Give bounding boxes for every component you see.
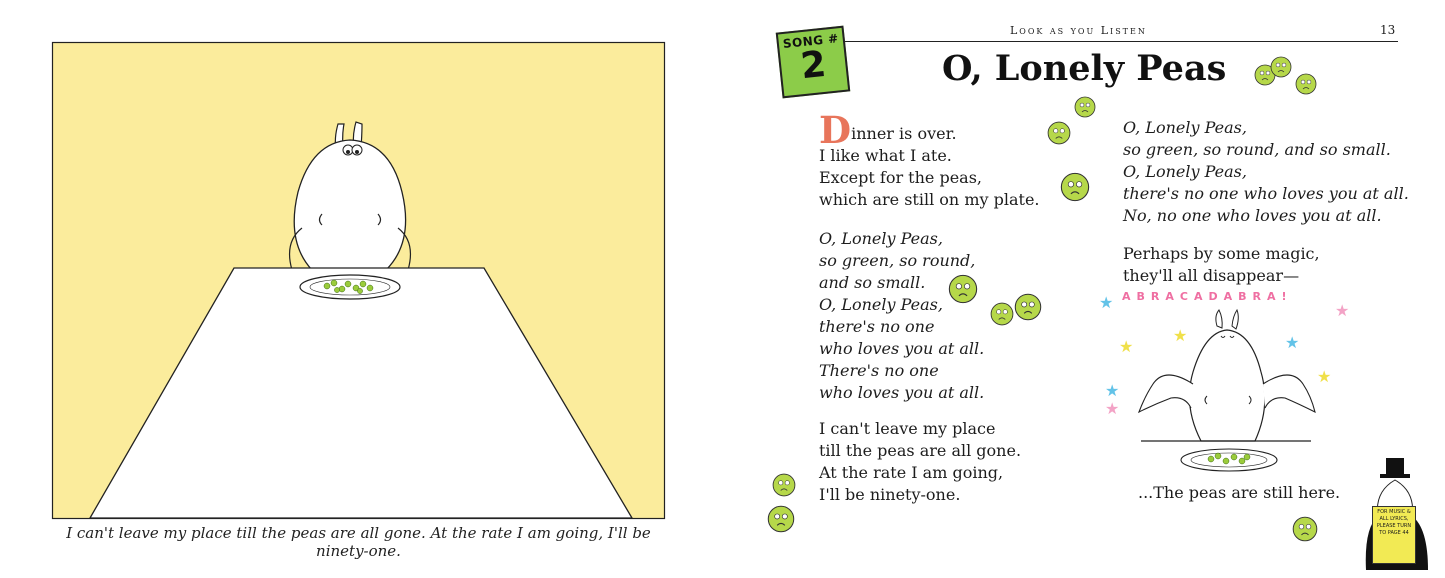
stanza-1-first-line	[819, 108, 1040, 152]
hippo-with-raised-arms	[1139, 310, 1315, 441]
sad-pea-icon	[1295, 73, 1317, 95]
stanza-4	[1123, 117, 1409, 227]
svg-text:★: ★	[1099, 293, 1114, 312]
plate	[300, 275, 400, 299]
verse-line: There's no one	[819, 361, 939, 380]
stanza-2	[819, 228, 984, 404]
illustration-caption: I can't leave my place till the peas are all gone. At the rate I am going, I'll be ninety-one.	[66, 524, 651, 560]
drop-cap: D	[819, 108, 852, 152]
verse-line: so green, so round, and so small.	[1123, 140, 1391, 159]
svg-text:★: ★	[1285, 333, 1300, 352]
svg-text:★: ★	[1173, 326, 1188, 345]
sad-pea-icon	[1270, 56, 1292, 78]
magic-scene-illustration	[1095, 286, 1350, 476]
final-line: ...The peas are still here.	[1138, 483, 1341, 502]
verse-line: they'll all disappear—	[1123, 266, 1300, 285]
sad-pea-icon	[1074, 96, 1096, 118]
sad-pea-icon	[767, 505, 795, 533]
header-rule	[832, 41, 1398, 42]
sad-pea-icon	[990, 302, 1014, 326]
verse-line: At the rate I am going,	[819, 463, 1004, 482]
verse-line: so green, so round,	[819, 251, 976, 270]
sad-pea-icon	[1060, 172, 1090, 202]
sign-text: FOR MUSIC & ALL LYRICS, PLEASE TURN TO PAGE 44	[1372, 506, 1416, 564]
song-badge-number: 2	[798, 43, 828, 88]
sad-pea-icon	[772, 473, 796, 497]
plate-with-peas	[1181, 449, 1277, 471]
stanza-5	[1123, 243, 1320, 287]
svg-text:★: ★	[1105, 399, 1120, 418]
dinner-table-illustration	[52, 42, 665, 519]
page-reference-sign	[1358, 458, 1438, 572]
stanza-1	[819, 108, 1040, 211]
verse-line: No, no one who loves you at all.	[1123, 206, 1382, 225]
abracadabra-text: ABRACADABRA!	[1122, 290, 1293, 303]
first-line-rest: inner is over.	[851, 124, 957, 143]
song-number-badge	[776, 26, 851, 99]
sad-pea-icon	[1047, 121, 1071, 145]
verse-line: and so small.	[819, 273, 926, 292]
verse-line: I like what I ate.	[819, 146, 952, 165]
verse-line: there's no one	[819, 317, 935, 336]
verse-line: Perhaps by some magic,	[1123, 244, 1320, 263]
verse-line: Except for the peas,	[819, 168, 983, 187]
svg-text:★: ★	[1335, 301, 1350, 320]
svg-text:★: ★	[1317, 367, 1332, 386]
verse-line: O, Lonely Peas,	[1123, 162, 1247, 181]
verse-line: till the peas are all gone.	[819, 441, 1022, 460]
verse-line: who loves you at all.	[819, 383, 985, 402]
verse-line: O, Lonely Peas,	[1123, 118, 1247, 137]
song-badge-label: SONG #	[782, 31, 840, 52]
song-title: O, Lonely Peas	[942, 48, 1227, 89]
verse-line: who loves you at all.	[819, 339, 985, 358]
running-head: Look as you Listen	[1010, 24, 1147, 37]
verse-line: I'll be ninety-one.	[819, 485, 961, 504]
svg-text:★: ★	[1105, 381, 1120, 400]
page-number: 13	[1380, 23, 1396, 37]
sad-pea-icon	[1014, 293, 1042, 321]
verse-line: I can't leave my place	[819, 419, 996, 438]
verse-line: there's no one who loves you at all.	[1123, 184, 1409, 203]
svg-text:★: ★	[1119, 337, 1134, 356]
stanza-3	[819, 418, 1021, 506]
sad-pea-icon	[948, 274, 978, 304]
verse-line: O, Lonely Peas,	[819, 229, 943, 248]
sad-pea-icon	[1292, 516, 1318, 542]
verse-line: O, Lonely Peas,	[819, 295, 943, 314]
verse-line: which are still on my plate.	[819, 190, 1040, 209]
